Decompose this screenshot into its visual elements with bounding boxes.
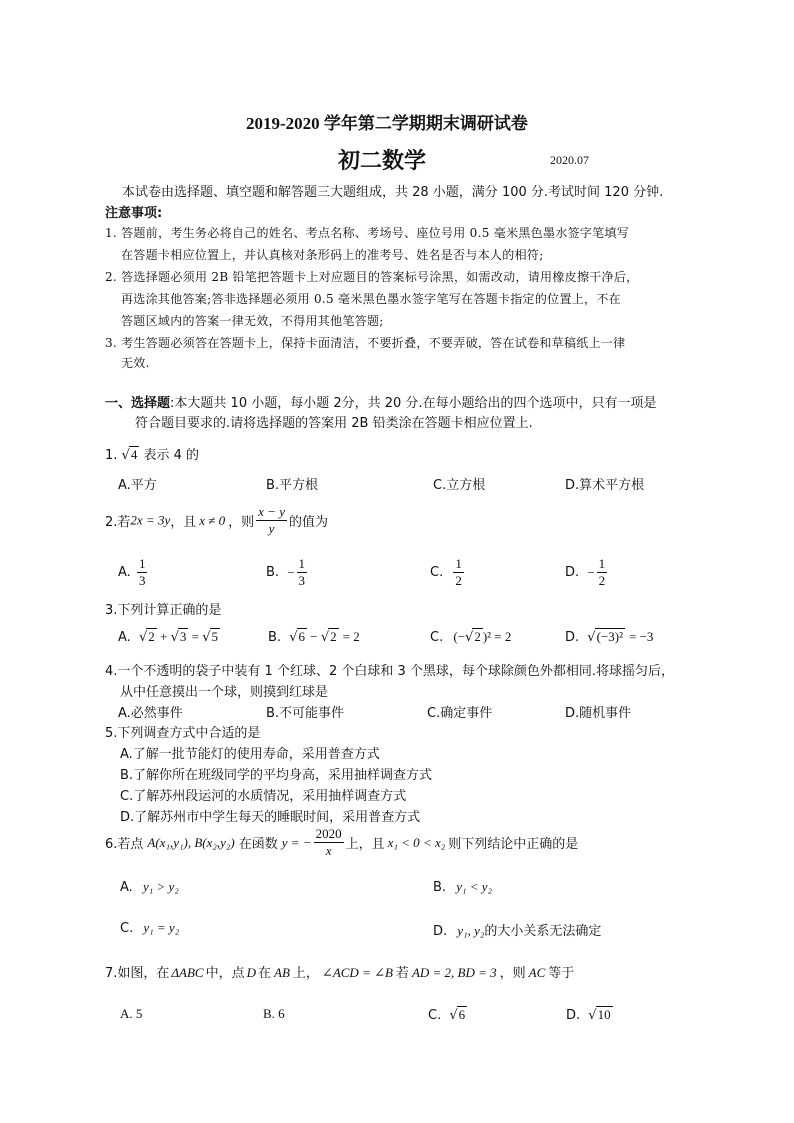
q3-a-label: A.: [118, 630, 131, 645]
q6-a-expr: y₁ > y₂: [142, 879, 179, 894]
exam-title: 2019-2020 学年第二学期期末调研试卷: [246, 114, 528, 133]
question-1: [105, 444, 199, 463]
question-5: 5.下列调查方式中合适的是: [105, 726, 261, 741]
q2-cond-pre: ，且: [170, 515, 197, 530]
q1-number: 1.: [105, 448, 118, 463]
q7-triangle: ΔABC: [171, 965, 204, 980]
q2-option-b[interactable]: [266, 556, 309, 589]
question-3: 3.下列计算正确的是: [105, 603, 222, 618]
q2-b-minus: −: [287, 564, 295, 580]
note-1-line-2: 在答题卡相应位置上，并认真核对条形码上的准考号、姓名是否与本人的相符;: [121, 248, 544, 262]
sqrt-icon: √: [320, 630, 330, 645]
q4-option-d[interactable]: D.随机事件: [565, 706, 632, 721]
q1-option-c[interactable]: C.立方根: [433, 478, 486, 493]
q2-fraction-den: y: [268, 521, 275, 536]
q2-fraction-num: x − y: [258, 504, 285, 519]
q7-t4: 若: [395, 966, 409, 981]
note-1-line-1: 1. 答题前，考生务必将自己的姓名、考点名称、考场号、座位号用 0.5 毫米黑色墨水签字笔填写: [105, 226, 630, 240]
exam-intro: 本试卷由选择题、填空题和解答题三大题组成，共 28 小题，满分 100 分.考试时间 120 分钟.: [122, 185, 664, 200]
frac-num: 1: [298, 556, 306, 571]
q6-b-label: B.: [433, 880, 447, 895]
q6-fraction-den: x: [325, 843, 332, 858]
q2-d-fraction: [597, 556, 608, 589]
q2-a-label: A.: [118, 565, 131, 580]
q7-angle: ∠ACD = ∠B: [321, 965, 393, 980]
q7-option-b[interactable]: B. 6: [263, 1006, 285, 1021]
q1-option-d[interactable]: D.算术平方根: [565, 478, 645, 493]
q1-option-a[interactable]: A.平方: [118, 478, 157, 493]
q2-b-label: B.: [266, 565, 280, 580]
q6-a-label: A.: [120, 880, 133, 895]
sqrt-icon: √: [587, 630, 596, 645]
q2-a-fraction: [137, 556, 148, 589]
q3-option-d[interactable]: [565, 628, 653, 645]
note-2-line-3: 答题区域内的答案一律无效，不得用其他笔答题;: [121, 314, 384, 328]
q3-c-rad: 2: [474, 629, 481, 644]
sqrt-icon: √: [588, 1008, 597, 1023]
sqrt-icon: √: [138, 630, 148, 645]
section-1-name: 选择题: [131, 396, 171, 411]
q6-c-label: C.: [120, 921, 134, 936]
q3-b-label: B.: [268, 630, 282, 645]
q3-a-rad-2: 3: [179, 629, 187, 644]
q6-post-1: 上，且: [345, 837, 385, 852]
q7-t6: 等于: [548, 966, 575, 981]
question-4-line-2: 从中任意摸出一个球，则摸到红球是: [120, 685, 329, 700]
q2-mid: ，则: [228, 515, 255, 530]
q2-c-label: C.: [430, 565, 444, 580]
q6-func: y = −: [281, 834, 312, 850]
exam-date: 2020.07: [550, 153, 589, 167]
q7-option-a[interactable]: A. 5: [120, 1006, 143, 1021]
q6-b-expr: y₁ < y₂: [456, 879, 493, 894]
note-2-line-1: 2. 答选择题必须用 2B 铅笔把答题卡上对应题目的答案标号涂黑，如需改动，请用橡皮擦干净后，: [105, 270, 639, 284]
q2-c-fraction: [453, 556, 464, 589]
sqrt-icon: √: [465, 630, 474, 645]
q6-option-a[interactable]: [120, 879, 179, 895]
q7-segment-ac: AC: [528, 965, 546, 980]
q2-equation: 2x = 3y: [130, 512, 171, 528]
q6-condition: x₁ < 0 < x₂: [387, 834, 446, 850]
q7-option-d[interactable]: [566, 1006, 613, 1023]
q7-condition: AD = 2, BD = 3: [411, 965, 497, 980]
q3-d-result: = −3: [628, 629, 654, 644]
q7-t3: 上，: [292, 966, 319, 981]
q1-option-b[interactable]: B.平方根: [266, 478, 319, 493]
q6-option-b[interactable]: [433, 879, 492, 895]
note-3-line-2: 无效.: [121, 356, 150, 370]
q3-option-c[interactable]: [430, 628, 511, 645]
frac-num: 1: [455, 556, 462, 571]
frac-den: 2: [455, 573, 462, 588]
subject-title: 初二数学: [338, 149, 427, 174]
q5-option-a[interactable]: A.了解一批节能灯的使用寿命，采用普查方式: [120, 747, 380, 762]
q3-option-b[interactable]: B. √6 − √2 = 2: [268, 629, 360, 645]
q6-d-text: 的大小关系无法确定: [484, 924, 602, 939]
section-1-prefix: 一、: [105, 396, 132, 411]
q3-c-pre: (−: [453, 629, 466, 644]
q2-option-d[interactable]: [565, 556, 609, 589]
q3-c-post: )² = 2: [482, 629, 512, 644]
note-2-line-2: 再选涂其他答案;答非选择题必须用 0.5 毫米黑色墨水签字笔写在答题卡指定的位置上，不在: [121, 292, 621, 306]
section-1-desc: :本大题共 10 小题，每小题 2分，共 20 分.在每小题给出的四个选项中，只有一项是: [170, 396, 657, 411]
q6-post-2: 则下列结论中正确的是: [448, 837, 579, 852]
question-4-line-1: 4.一个不透明的袋子中装有 1 个红球、2 个白球和 3 个黑球，每个球除颜色外都相同.将球摇匀后，: [105, 664, 675, 679]
frac-den: 3: [138, 573, 146, 588]
q6-fraction-num: 2020: [315, 826, 342, 841]
q7-t5: ，则: [499, 966, 526, 981]
frac-den: 3: [298, 573, 306, 588]
q5-option-d[interactable]: D.了解苏州市中学生每天的睡眠时间，采用普查方式: [120, 810, 421, 825]
frac-num: 1: [138, 556, 146, 571]
section-1-heading: [105, 392, 657, 411]
q6-points: A(x₁,y₁), B(x₂,y₂): [147, 834, 235, 850]
q7-segment-ab: AB: [274, 965, 290, 980]
q4-option-c[interactable]: C.确定事件: [427, 706, 493, 721]
q2-fraction: [256, 504, 287, 537]
sqrt-icon: √: [121, 448, 130, 463]
q3-a-rad-3: 5: [211, 629, 219, 644]
q7-c-rad: 6: [458, 1007, 466, 1022]
q2-d-minus: −: [587, 564, 595, 580]
q7-point-d: D: [246, 965, 256, 980]
q6-pre: 6.若点: [105, 837, 144, 852]
q7-t1: 中，点: [205, 966, 245, 981]
q6-option-c[interactable]: [120, 920, 179, 936]
q1-text: 表示 4 的: [143, 448, 200, 463]
question-2: [105, 504, 328, 537]
q2-option-c[interactable]: [430, 556, 466, 589]
q4-option-a[interactable]: A.必然事件: [118, 706, 183, 721]
q7-pre: 7.如图，在: [105, 966, 170, 981]
q7-d-label: D.: [566, 1008, 581, 1023]
q3-b-rad-1: 6: [298, 629, 305, 644]
section-1-desc-2: 符合题目要求的.请将选择题的答案用 2B 铅类涂在答题卡相应位置上.: [135, 416, 533, 431]
q5-option-b[interactable]: B.了解你所在班级同学的平均身高，采用抽样调查方式: [120, 768, 433, 783]
q5-option-c[interactable]: C.了解苏州段运河的水质情况，采用抽样调查方式: [120, 789, 407, 804]
q6-fraction: [314, 826, 344, 859]
q1-radicand: 4: [130, 447, 138, 462]
sqrt-icon: √: [449, 1008, 458, 1023]
q6-option-d[interactable]: [433, 920, 601, 939]
frac-num: 1: [598, 556, 606, 571]
q2-b-fraction: [297, 556, 308, 589]
note-3-line-1: 3. 考生答题必须答在答题卡上，保持卡面清洁，不要折叠，不要弄破，答在试卷和草稿纸上一律: [105, 336, 626, 350]
sqrt-icon: √: [289, 630, 298, 645]
q6-d-label: D.: [433, 924, 448, 939]
q6-c-expr: y₁ = y₂: [143, 920, 180, 935]
q4-option-b[interactable]: B.不可能事件: [266, 706, 345, 721]
q3-option-a[interactable]: A. √2 + √3 = √5: [118, 629, 219, 645]
q6-mid: 在函数: [238, 837, 278, 852]
frac-den: 2: [598, 573, 606, 588]
q7-option-c[interactable]: [428, 1006, 467, 1023]
sqrt-icon: √: [202, 630, 211, 645]
q2-number: 2.若: [105, 515, 131, 530]
question-6: [105, 826, 578, 859]
q2-d-label: D.: [565, 565, 580, 580]
q3-d-label: D.: [565, 630, 580, 645]
q2-condition: x ≠ 0: [199, 512, 226, 528]
q3-c-label: C.: [430, 630, 444, 645]
notes-heading: 注意事项:: [105, 206, 163, 221]
q7-d-rad: 10: [597, 1007, 611, 1022]
q2-option-a[interactable]: [118, 556, 149, 589]
q7-c-label: C.: [428, 1008, 442, 1023]
q6-d-expr: y₁, y₂: [457, 923, 485, 938]
q3-d-rad: (−3)²: [596, 629, 623, 644]
q7-t2: 在: [258, 966, 272, 981]
sqrt-icon: √: [170, 630, 179, 645]
q3-b-result: = 2: [342, 629, 360, 644]
question-7: [105, 962, 574, 981]
q2-tail: 的值为: [288, 515, 328, 530]
q3-b-rad-2: 2: [330, 629, 337, 644]
q3-a-rad-1: 2: [148, 629, 155, 644]
